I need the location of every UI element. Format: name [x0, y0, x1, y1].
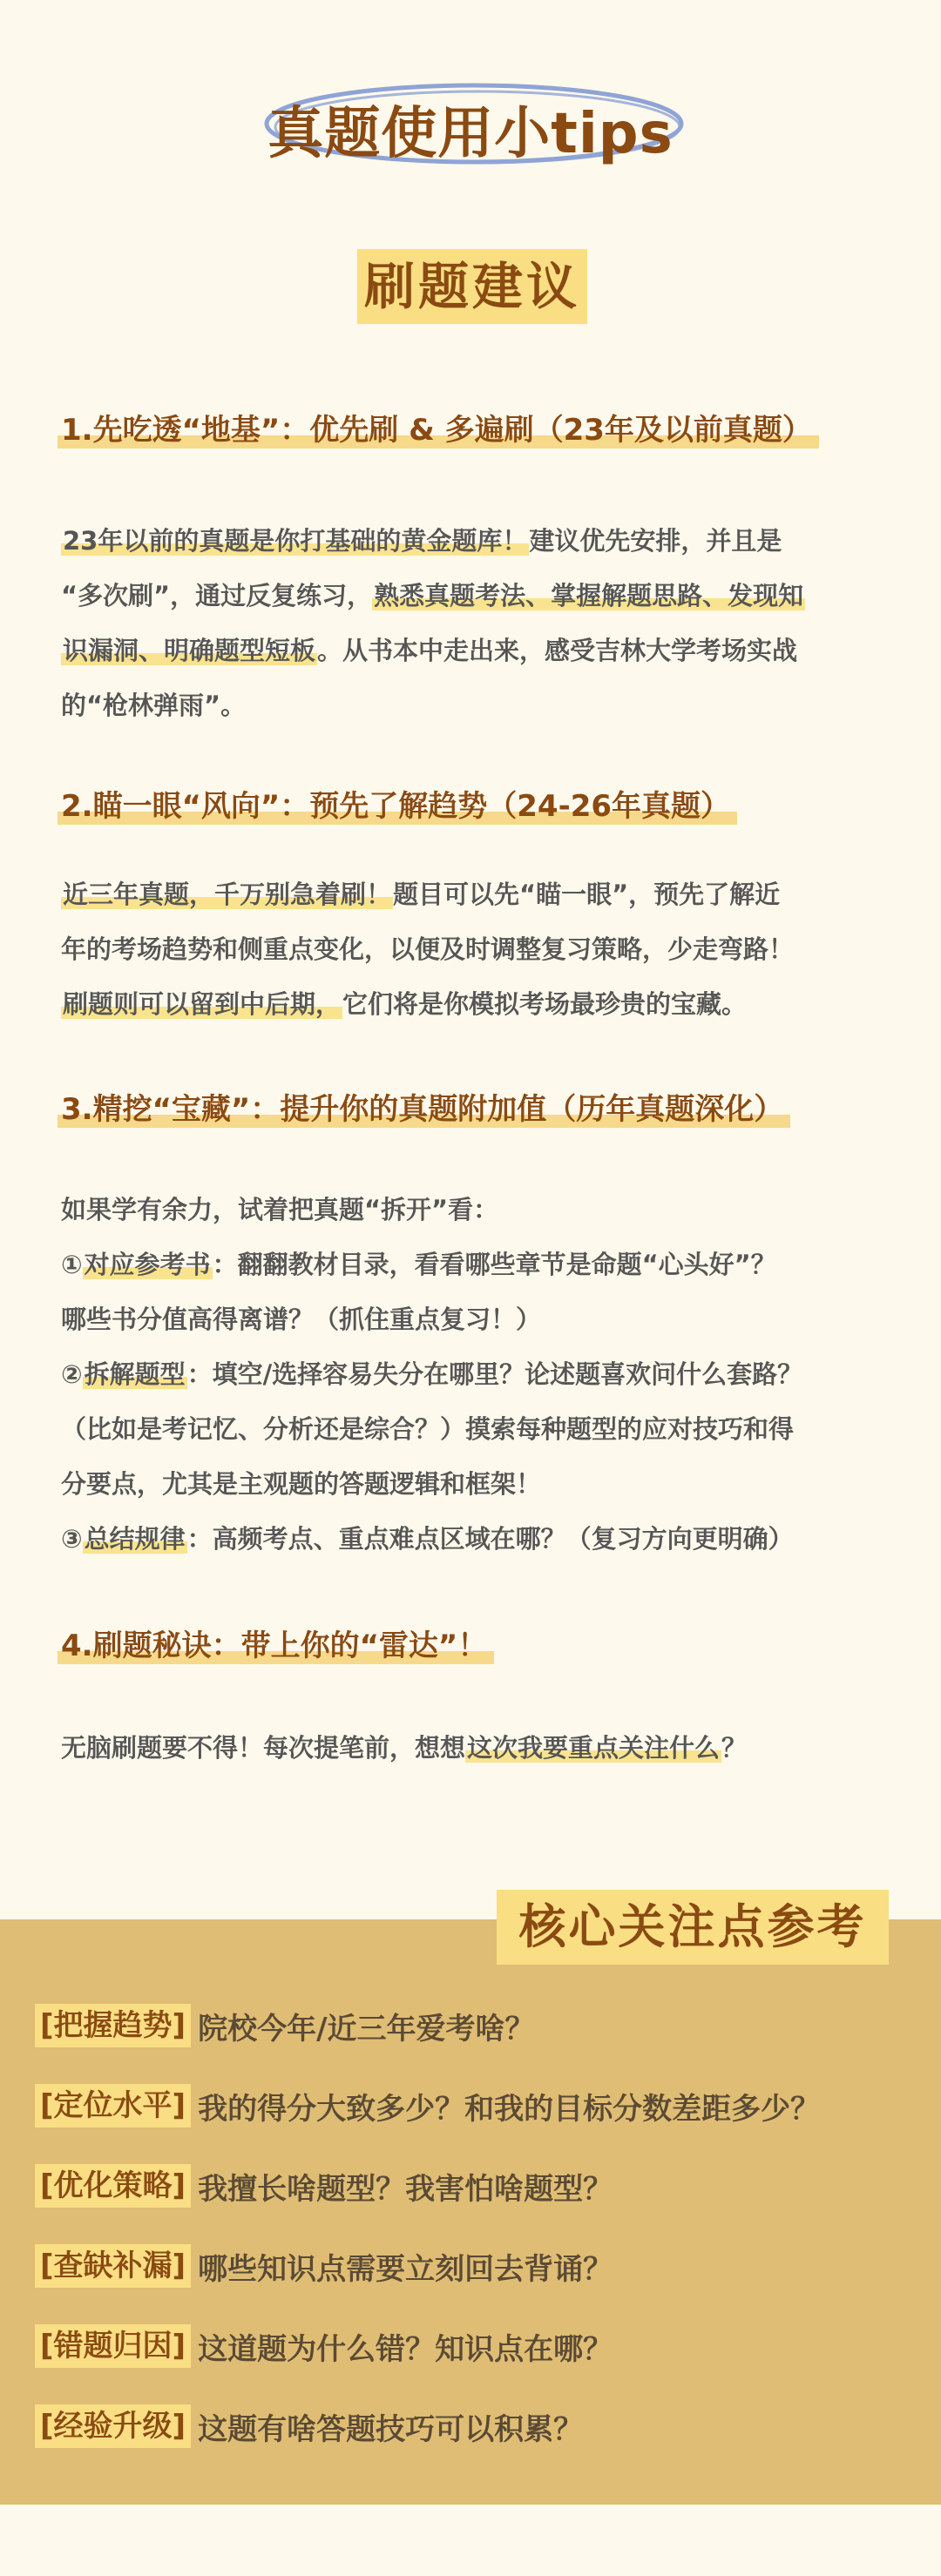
core-item-text: 这道题为什么错？知识点在哪？ [198, 2331, 613, 2367]
core-item-tag: [把握趋势] [35, 2004, 191, 2047]
section-4-heading-text: 4.刷题秘诀：带上你的“雷达”！ [61, 1629, 488, 1663]
body-text: 年的考场趋势和侧重点变化，以便及时调整复习策略，少走弯路！ [61, 934, 795, 964]
body-text: 哪些书分值高得离谱？（抓住重点复习！） [61, 1305, 542, 1334]
paragraph-line [61, 977, 897, 1032]
body-text: 无脑刷题要不得！每次提笔前，想想 [61, 1733, 466, 1763]
body-text: ① [61, 1250, 83, 1279]
highlighted-text: 23年以前的真题是你打基础的黄金题库！ [63, 526, 528, 556]
highlighted-text: 近三年真题，千万别急着刷！ [63, 880, 392, 909]
body-text: ② [61, 1359, 83, 1389]
core-item-gaps [35, 2240, 613, 2292]
core-item-experience [35, 2400, 583, 2452]
body-text: 如果学有余力，试着把真题“拆开”看： [61, 1195, 499, 1224]
body-text: ：填空/选择容易失分在哪里？论述题喜欢问什么套路？ [186, 1359, 803, 1389]
section-badge: 刷题建议 [357, 249, 587, 324]
core-item-level [35, 2080, 820, 2132]
paragraph-line [61, 624, 897, 678]
paragraph-line [61, 922, 897, 977]
paragraph-line [61, 678, 897, 733]
core-item-tag: [错题归因] [35, 2324, 191, 2368]
section-3-body [61, 1183, 897, 1567]
core-item-tag: [定位水平] [35, 2084, 191, 2128]
paragraph-line [61, 1183, 897, 1237]
paragraph-line [61, 1457, 897, 1512]
core-item-strategy [35, 2160, 613, 2212]
core-focus-title: 核心关注点参考 [497, 1890, 889, 1965]
body-text: ③ [61, 1524, 83, 1554]
body-text: 的“枪林弹雨”。 [61, 691, 247, 720]
highlighted-text: 刷题则可以留到中后期， [63, 989, 342, 1019]
section-2-body [61, 867, 897, 1032]
highlighted-text: 熟悉真题考法、掌握解题思路、发现知 [374, 581, 804, 610]
body-text: 。从书本中走出来，感受吉林大学考场实战 [317, 636, 798, 665]
highlighted-text: 总结规律 [84, 1524, 186, 1554]
title-area [0, 77, 941, 181]
section-3-heading-text: 3.精挖“宝藏”：提升你的真题附加值（历年真题深化） [61, 1092, 784, 1127]
core-item-tag: [查缺补漏] [35, 2244, 191, 2288]
section-2-heading [61, 782, 730, 825]
paragraph-line [61, 1721, 897, 1776]
body-text: 题目可以先“瞄一眼”，预先了解近 [393, 880, 781, 909]
core-item-tag: [优化策略] [35, 2164, 191, 2208]
section-1-body [61, 514, 897, 733]
body-text: ？ [721, 1733, 748, 1763]
highlighted-text: 拆解题型 [84, 1359, 186, 1389]
highlighted-text: 对应参考书 [84, 1250, 211, 1279]
paragraph-line [61, 1237, 897, 1292]
core-item-text: 这题有啥答题技巧可以积累？ [198, 2411, 584, 2447]
core-item-text: 院校今年/近三年爱考啥？ [198, 2011, 535, 2047]
section-1-heading-text: 1.先吃透“地基”：优先刷 & 多遍刷（23年及以前真题） [61, 413, 812, 448]
paragraph-line [61, 1347, 897, 1402]
paragraph-line [61, 1512, 897, 1567]
body-text: ：高频考点、重点难点区域在哪？（复习方向更明确） [186, 1524, 794, 1554]
section-4-heading [61, 1622, 487, 1664]
body-text: ：翻翻教材目录，看看哪些章节是命题“心头好”？ [212, 1250, 776, 1279]
highlighted-text: 识漏洞、明确题型短板 [63, 636, 316, 665]
body-text: 分要点，尤其是主观题的答题逻辑和框架！ [61, 1469, 542, 1499]
section-2-heading-text: 2.瞄一眼“风向”：预先了解趋势（24-26年真题） [61, 789, 731, 824]
paragraph-line [61, 1292, 897, 1347]
page-title: 真题使用小tips [267, 102, 674, 166]
core-item-text: 我擅长啥题型？我害怕啥题型？ [198, 2171, 613, 2207]
body-text: 建议优先安排，并且是 [529, 526, 782, 556]
paragraph-line [61, 514, 897, 569]
core-item-text: 哪些知识点需要立刻回去背诵？ [198, 2251, 613, 2287]
body-text: （比如是考记忆、分析还是综合？）摸索每种题型的应对技巧和得 [61, 1414, 795, 1444]
core-item-tag: [经验升级] [35, 2404, 191, 2448]
body-text: 它们将是你模拟考场最珍贵的宝藏。 [342, 989, 748, 1019]
paragraph-line [61, 569, 897, 624]
section-3-heading [61, 1085, 783, 1128]
highlighted-text: 这次我要重点关注什么 [467, 1733, 721, 1763]
paragraph-line [61, 1402, 897, 1457]
section-1-heading [61, 406, 812, 448]
core-item-text: 我的得分大致多少？和我的目标分数差距多少？ [198, 2091, 821, 2127]
body-text: “多次刷”，通过反复练习， [61, 581, 373, 610]
section-4-body [61, 1721, 897, 1776]
core-item-trend [35, 1999, 535, 2052]
core-item-mistakes [35, 2320, 613, 2372]
paragraph-line [61, 867, 897, 922]
